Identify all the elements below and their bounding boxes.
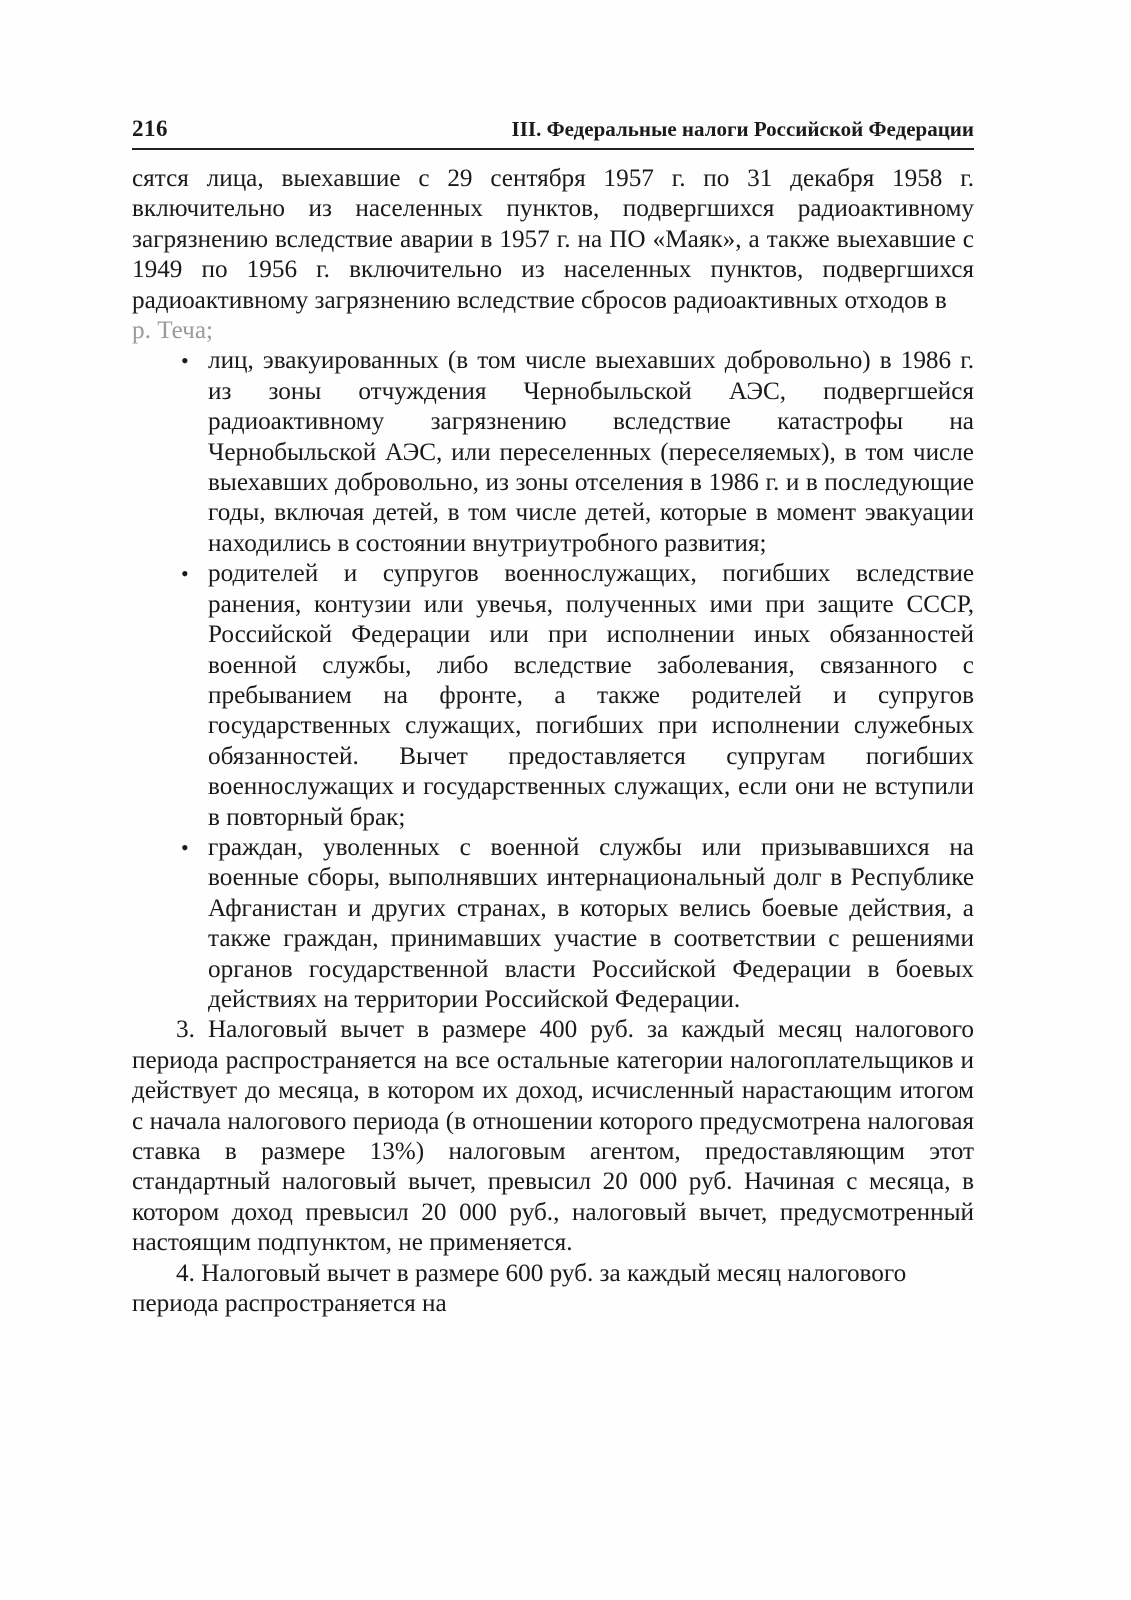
list-item-text: граждан, уволенных с военной службы или призывавшихся на военные сборы, выполнявших интернациональный долг в Республике Афганистан и других странах, в которых велись боевые действия, а также граждан, принимавших участие в соответствии с решениями органов государственной власти Российской Федерации в боевых действиях на территории Российской Федерации. [208, 833, 974, 1013]
continuation-end: р. Теча; [132, 317, 214, 345]
body-text [132, 164, 974, 1319]
page-number: 216 [132, 116, 168, 141]
list-item-text: лиц, эвакуированных (в том числе выехавших добровольно) в 1986 г. из зоны отчуждения Чернобыльской АЭС, подвергшейся радиоактивному загрязнению вследствие катастрофы на Чернобыльской АЭС, или переселенных (переселяемых), в том числе выехавших добровольно, из зоны отселения в 1986 г. и в последующие годы, включая детей, в том числе детей, которые в момент эвакуации находились в состоянии внутриутробного развития; [208, 347, 974, 557]
list-item [181, 346, 974, 559]
paragraph-3: 3. Налоговый вычет в размере 400 руб. за каждый месяц налогового периода распространяется на все остальные категории налогоплательщиков и действует до месяца, в котором их доход, исчисленный нарастающим итогом с начала налогового периода (в отношении которого предусмотрена налоговая ставка в размере 13%) налоговым агентом, предоставляющим этот стандартный налоговый вычет, превысил 20 000 руб. Начиная с месяца, в котором доход превысил 20 000 руб., налоговый вычет, предусмотренный настоящим подпунктом, не применяется. [132, 1016, 974, 1257]
benefit-list [132, 346, 974, 1015]
running-head [132, 112, 974, 150]
bullet-icon: • [181, 561, 189, 587]
paragraph-4: 4. Налоговый вычет в размере 600 руб. за каждый месяц налогового периода распространяется на [132, 1259, 907, 1318]
section-title: III. Федеральные налоги Российской Федерации [511, 117, 974, 141]
list-item-text: родителей и супругов военнослужащих, погибших вследствие ранения, контузии или увечья, полученных ими при защите СССР, Российской Федерации или при исполнении иных обязанностей военной службы, либо вследствие заболевания, связанного с пребыванием на фронте, а также родителей и супругов государственных служащих, погибших при исполнении служебных обязанностей. Вычет предоставляется супругам погибших военнослужащих и государственных служащих, если они не вступили в повторный брак; [208, 560, 974, 831]
continuation-text: сятся лица, выехавшие с 29 сентября 1957 г. по 31 декабря 1958 г. включительно из населенных пунктов, подвергшихся радиоактивному загрязнению вследствие аварии в 1957 г. на ПО «Маяк», а также выехавшие с 1949 по 1956 г. включительно из населенных пунктов, подвергшихся радиоактивному загрязнению вследствие сбросов радиоактивных отходов в [132, 165, 974, 314]
bullet-icon: • [181, 834, 189, 860]
list-item [181, 833, 974, 1015]
bullet-icon: • [181, 348, 189, 374]
list-item [181, 559, 974, 833]
